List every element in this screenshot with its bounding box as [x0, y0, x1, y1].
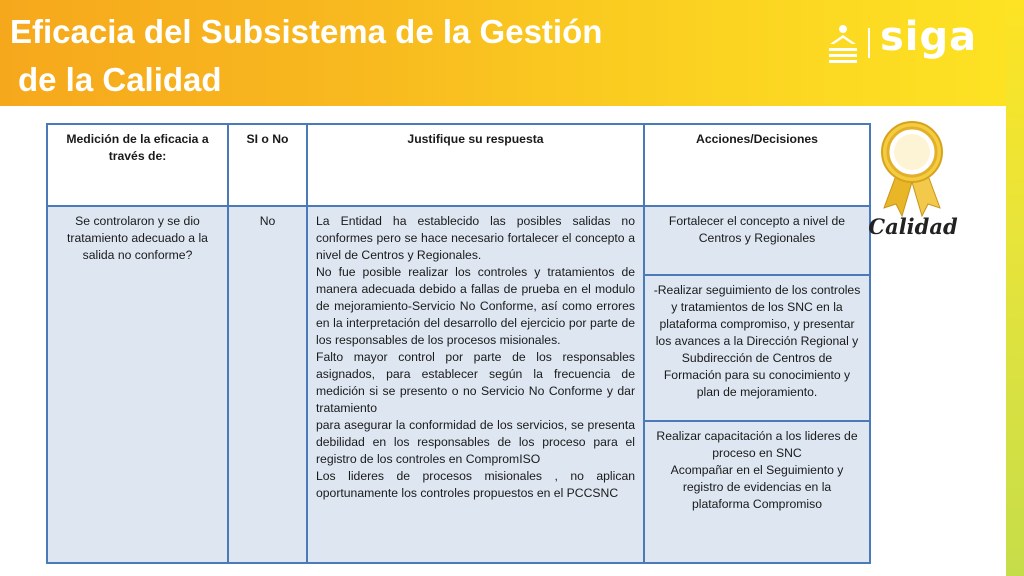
calidad-badge-label: Calidad [868, 214, 958, 239]
justificacion-paragraph: Los lideres de procesos misionales , no aplican oportunamente los controles propuestos en el PCCSNC [316, 469, 635, 500]
header-justificacion: Justifique su respuesta [307, 124, 644, 206]
justificacion-paragraph: La Entidad ha establecido las posibles salidas no conformes pero se hace necesario fortalecer el concepto a nivel de Centros y Regionales. [316, 214, 635, 262]
cell-accion-3: Realizar capacitación a los lideres de proceso en SNC Acompañar en el Seguimiento y registro de evidencias en la plataforma Compromiso [644, 421, 870, 563]
logo-divider [868, 28, 870, 58]
right-accent-strip [1006, 0, 1024, 576]
slide-title [10, 8, 650, 104]
siga-logo: siga [880, 14, 978, 60]
cell-accion-2: -Realizar seguimiento de los controles y tratamientos de los SNC en la plataforma compromiso, y presentar los avances a la Dirección Regional y Subdirección de Centros de Formación para su conocimiento y plan de mejoramiento. [644, 275, 870, 421]
justificacion-paragraph: No fue posible realizar los controles y tratamientos de manera adecuada debido a fallas de prueba en el modulo de mejoramiento-Servicio No Conforme, así como errores en la interpretación del desarrollo del ejercicio por parte de los responsables de los procesos misionales. [316, 265, 635, 347]
header-acciones: Acciones/Decisiones [644, 124, 870, 206]
header-medicion: Medición de la eficacia a través de: [47, 124, 228, 206]
slide-title-line1: Eficacia del Subsistema de la Gestión [10, 13, 603, 50]
table-row [47, 206, 870, 275]
justificacion-paragraph: para asegurar la conformidad de los servicios, se presenta debilidad en los responsables de los proceso para el registro de los controles en CompromISO [316, 418, 635, 466]
sena-logo-icon [826, 24, 860, 64]
cell-justificacion [307, 206, 644, 563]
justificacion-paragraph: Falto mayor control por parte de los responsables asignados, para establecer según la frecuencia de medición si se presento o no Servicio No Conforme y dar tratamiento [316, 350, 635, 415]
header-logos [826, 14, 978, 72]
efficacy-table [46, 123, 871, 564]
cell-accion-1: Fortalecer el concepto a nivel de Centros y Regionales [644, 206, 870, 275]
table-header-row [47, 124, 870, 206]
cell-si-no: No [228, 206, 307, 563]
cell-medicion: Se controlaron y se dio tratamiento adecuado a la salida no conforme? [47, 206, 228, 563]
header-si-no: SI o No [228, 124, 307, 206]
medal-icon [876, 120, 948, 220]
slide-title-line2: de la Calidad [18, 61, 222, 98]
